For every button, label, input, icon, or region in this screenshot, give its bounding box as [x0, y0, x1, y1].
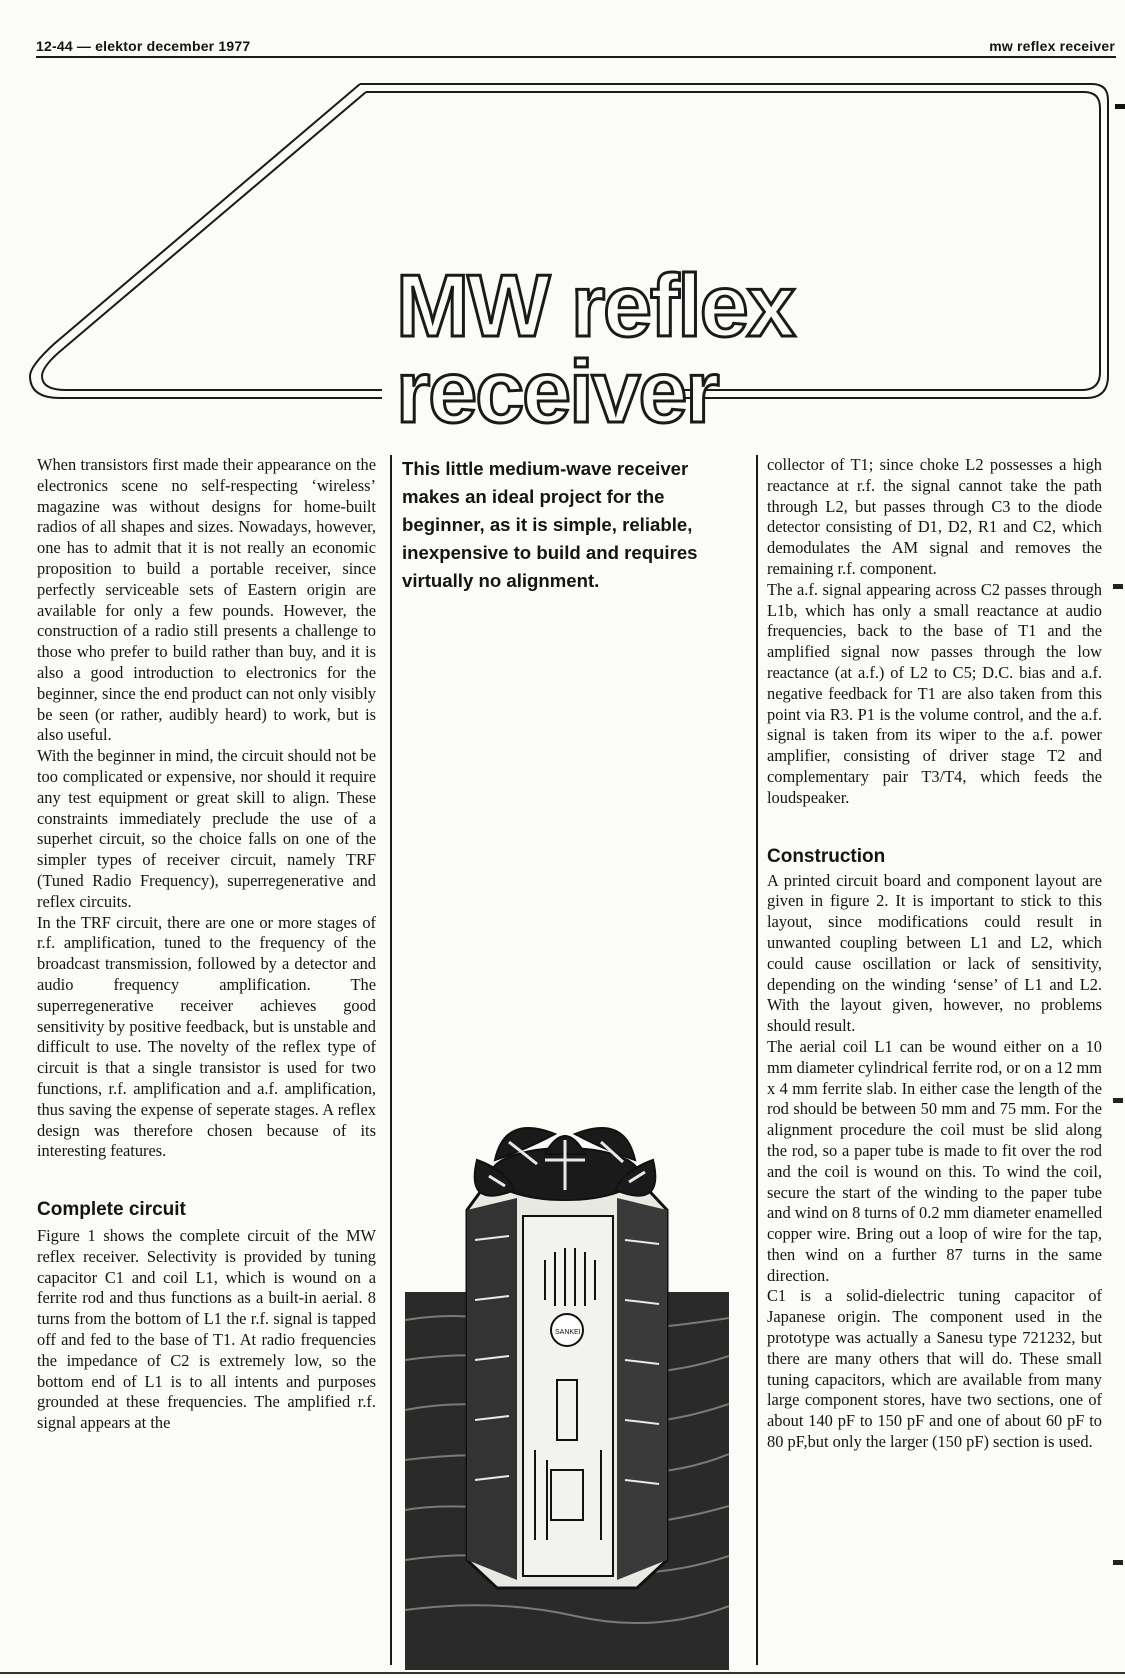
- paragraph: With the beginner in mind, the circuit should not be too complicated or expensive, nor should it require any test equipment or great skill to align. These constraints immediately preclude the use of a superhet circuit, so the choice falls on one of the simpler types of receiver circuit, namely TRF (Tuned Radio Frequency), superregenerative and reflex circuits.: [37, 746, 376, 911]
- paragraph: In the TRF circuit, there are one or more stages of r.f. amplification, tuned to the frequency of the broadcast transmission, followed by a detector and audio frequency amplification. The superregenerative receiver achieves good sensitivity by positive feedback, but is unstable and difficult to use. The novelty of the reflex type of circuit is that a single transistor is used for two functions, r.f. amplification and a.f. amplification, thus saving the expense of seperate stages. A reflex design was therefore chosen because of its interesting features.: [37, 912, 376, 1161]
- column-divider-right: [756, 455, 758, 1665]
- edge-mark: [1113, 584, 1123, 589]
- column-right: [767, 455, 1102, 1453]
- paragraph: Figure 1 shows the complete circuit of the MW reflex receiver. Selectivity is provided by tuning capacitor C1 and coil L1, which is wound on a ferrite rod and thus functions as a built-in aerial. 8 turns from the bottom of L1 the r.f. signal is tapped off and fed to the base of T1. At radio frequencies the impedance of C2 is extremely low, so the bottom end of L1 is to all intents and purposes grounded at these frequencies. The amplified r.f. signal appears at the: [37, 1226, 376, 1433]
- edge-mark: [1113, 1098, 1123, 1103]
- bottom-rule: [0, 1672, 1125, 1674]
- paragraph: When transistors first made their appearance on the electronics scene no self-respecting ‘wireless’ magazine was without designs for home-built radios of all shapes and sizes. Nowadays, however, one has to admit that it is not really an economic proposition to build a portable receiver, since perfectly serviceable sets of Eastern origin are available for only a few pounds. However, the construction of a radio still presents a challenge to those who prefer to build rather than buy, and it is also a good introduction to electronics for the beginner, since the end product can not only visibly be seen (or rather, audibly heard) to work, but is also useful.: [37, 455, 376, 745]
- edge-mark: [1113, 1560, 1123, 1565]
- svg-text:MW reflex: MW reflex: [396, 262, 794, 355]
- article-title: [394, 262, 864, 430]
- standfirst: This little medium-wave receiver makes an ideal project for the beginner, as it is simple, reliable, inexpensive to build and requires virtually no alignment.: [402, 458, 698, 591]
- running-header-right: mw reflex receiver: [989, 38, 1115, 54]
- paragraph: collector of T1; since choke L2 possesses a high reactance at r.f. the signal cannot take the path through L2, but passes through C3 to the diode detector consisting of D1, D2, R1 and C2, which demodulates the AM signal and removes the remaining r.f. component.: [767, 455, 1102, 578]
- svg-text:receiver: receiver: [396, 342, 718, 430]
- receiver-photo: [405, 1120, 729, 1670]
- paragraph: C1 is a solid-dielectric tuning capacitor of Japanese origin. The component used in the prototype was actually a Sanesu type 721232, but there are many others that will do. These small tuning capacitors, which are available from many large component stores, have two sections, one of about 140 pF to 150 pF and one of about 60 pF to 80 pF,but only the larger (150 pF) section is used.: [767, 1286, 1102, 1452]
- paragraph: The aerial coil L1 can be wound either on a 10 mm diameter cylindrical ferrite rod, or on a 12 mm x 4 mm ferrite slab. In either case the length of the rod should be between 50 mm and 75 mm. For the alignment procedure the coil must be slid along the rod, so a paper tube is made to fit over the rod and the coil is wound on this. To wind the coil, secure the start of the winding to the paper tube and wind on 8 turns of 0.2 mm diameter enamelled copper wire. Bring out a loop of wire for the tap, then wind on a further 87 turns in the same direction.: [767, 1036, 1103, 1285]
- column-left: [37, 455, 376, 1434]
- running-header-left: 12-44 — elektor december 1977: [36, 38, 251, 54]
- column-divider-left: [390, 455, 392, 1665]
- section-heading-complete-circuit: Complete circuit: [37, 1199, 186, 1221]
- section-heading-construction: Construction: [767, 845, 886, 867]
- paragraph: The a.f. signal appearing across C2 passes through L1b, which has only a small reactance at audio frequencies, back to the base of T1 and the amplified signal now passes through the low reactance (at a.f.) of L2 to C5; D.C. bias and a.f. negative feedback for T1 are also taken from this point via R3. P1 is the volume control, and the a.f. signal is taken from its wiper to the a.f. power amplifier, consisting of driver stage T2 and complementary pair T3/T4, which feeds the loudspeaker.: [767, 579, 1102, 807]
- header-rule: [36, 56, 1116, 58]
- svg-text:SANKEI: SANKEI: [555, 1329, 581, 1336]
- paragraph: A printed circuit board and component layout are given in figure 2. It is important to stick to this layout, since modifications could result in unwanted coupling between L1 and L2, which could cause oscillation or lack of sensitivity, depending on the winding ‘sense’ of L1 and L2. With the layout given, however, no problems should result.: [767, 870, 1102, 1036]
